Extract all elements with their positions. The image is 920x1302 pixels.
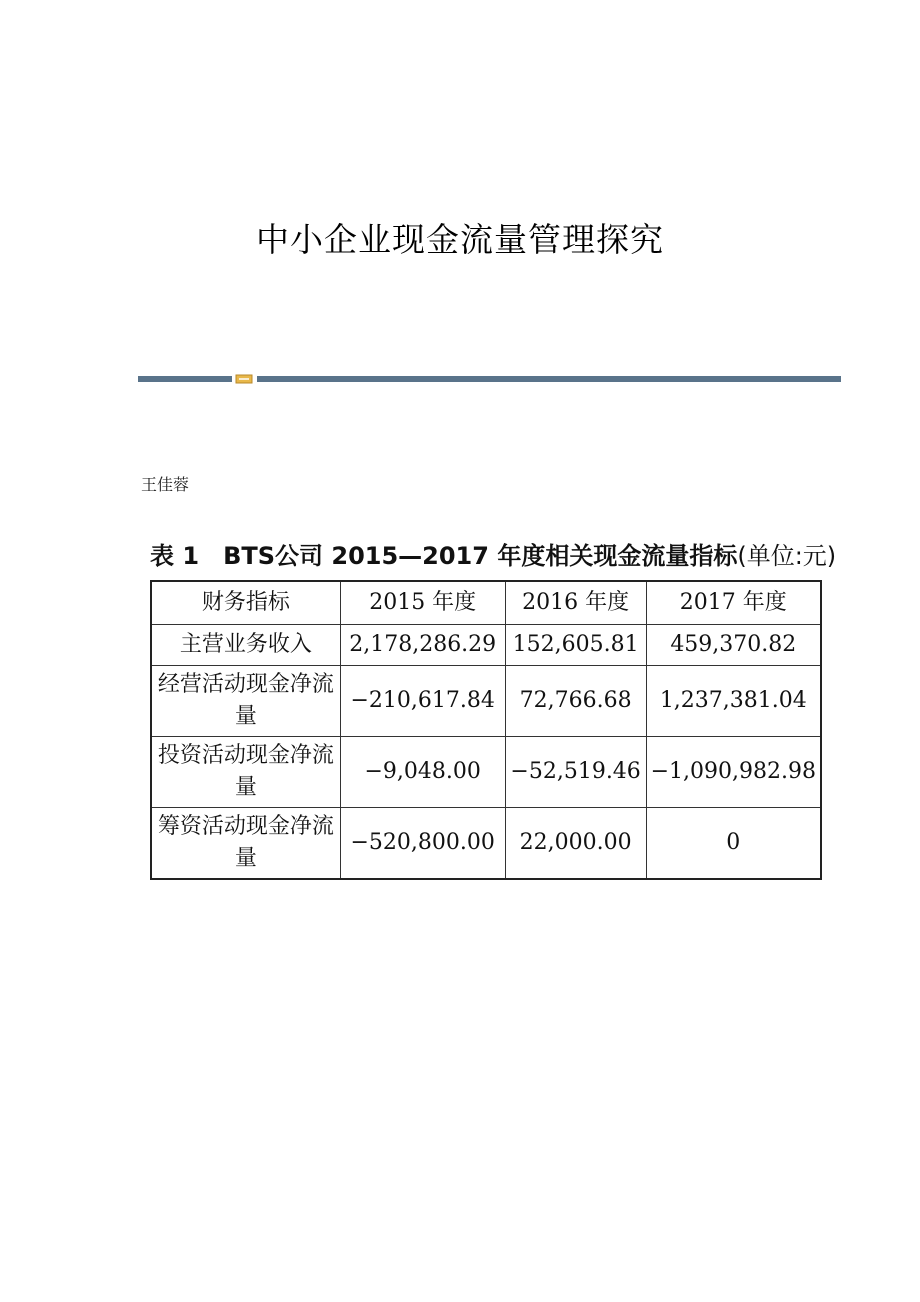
- table-caption: [150, 536, 840, 576]
- table-cell: 459,370.82: [646, 625, 821, 666]
- table-header-cell: 2017 年度: [646, 581, 821, 625]
- table-header-cell: 财务指标: [151, 581, 340, 625]
- table-header-row: [151, 581, 821, 625]
- table-cell: −520,800.00: [340, 808, 505, 880]
- table-row: [151, 625, 821, 666]
- row-label: 主营业务收入: [151, 625, 340, 666]
- row-label: 投资活动现金净流量: [151, 737, 340, 808]
- table-caption-unit: (单位:元): [737, 542, 837, 570]
- author-name: 王佳蓉: [141, 475, 190, 494]
- table-cell: −210,617.84: [340, 666, 505, 737]
- table-caption-text: BTS公司 2015—2017 年度相关现金流量指标: [223, 542, 738, 570]
- divider-bar-right: [257, 376, 841, 382]
- table-cell: −9,048.00: [340, 737, 505, 808]
- cash-flow-table: [150, 580, 822, 880]
- table-cell: 0: [646, 808, 821, 880]
- document-title: 中小企业现金流量管理探究: [256, 220, 664, 259]
- table-cell: 2,178,286.29: [340, 625, 505, 666]
- row-label: 经营活动现金净流量: [151, 666, 340, 737]
- table-row: [151, 666, 821, 737]
- table-cell: 72,766.68: [505, 666, 646, 737]
- ornament-icon: [235, 374, 253, 384]
- table-cell: 152,605.81: [505, 625, 646, 666]
- title-divider: [138, 374, 841, 384]
- table-cell: −52,519.46: [505, 737, 646, 808]
- row-label: 筹资活动现金净流量: [151, 808, 340, 880]
- table-header-cell: 2015 年度: [340, 581, 505, 625]
- divider-bar-left: [138, 376, 232, 382]
- table-cell: 22,000.00: [505, 808, 646, 880]
- table-caption-label: 表 1: [150, 542, 200, 570]
- table-row: [151, 808, 821, 880]
- table-row: [151, 737, 821, 808]
- table-header-cell: 2016 年度: [505, 581, 646, 625]
- table-cell: 1,237,381.04: [646, 666, 821, 737]
- table-cell: −1,090,982.98: [646, 737, 821, 808]
